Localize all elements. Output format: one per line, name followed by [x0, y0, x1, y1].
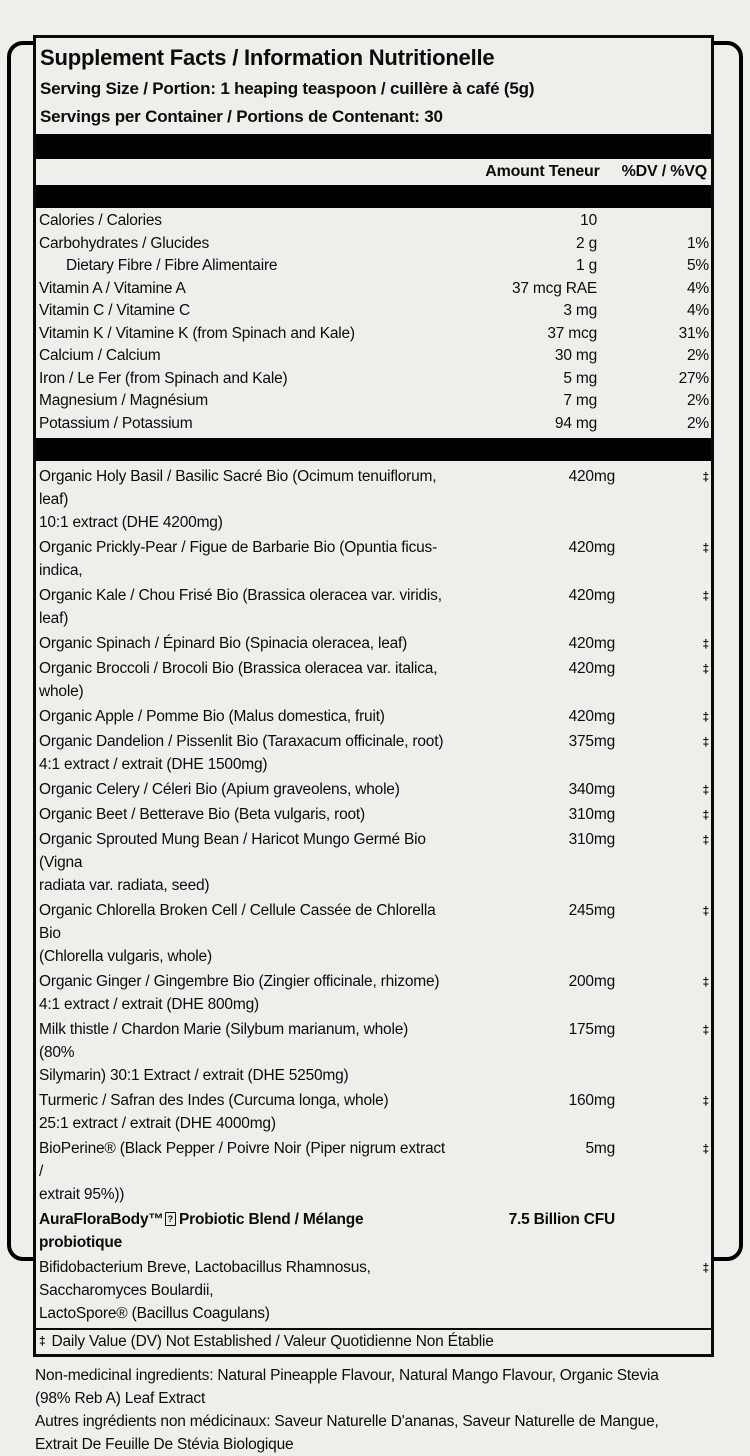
ingredient-row [36, 704, 711, 729]
nutrient-row [36, 323, 711, 346]
ingredient-amount: 420mg [568, 539, 615, 556]
probiotic-strains-row [36, 1255, 711, 1326]
nutrient-row [36, 345, 711, 368]
probiotic-name-suffix: Probiotic Blend / Mélange probiotique [39, 1211, 364, 1251]
ingredient-row [36, 631, 711, 656]
nutrient-name: Calories / Calories [39, 212, 162, 229]
ingredient-name-line1: Organic Chlorella Broken Cell / Cellule Cassée de Chlorella Bio [39, 902, 436, 942]
ingredient-amount: 175mg [568, 1021, 615, 1038]
double-dagger-mark: ‡ [702, 808, 709, 822]
ingredient-amount: 245mg [568, 902, 615, 919]
ingredient-rows [36, 461, 711, 1328]
double-dagger-mark: ‡ [702, 904, 709, 918]
ingredient-name [39, 536, 447, 582]
double-dagger-mark: ‡ [702, 1023, 709, 1037]
ingredient-amount: 160mg [568, 1092, 615, 1109]
ingredient-amount: 310mg [568, 806, 615, 823]
non-medicinal-notes [35, 1364, 732, 1456]
nutrient-row [36, 233, 711, 256]
ingredient-name [39, 465, 447, 534]
ingredient-name-line1: Organic Ginger / Gingembre Bio (Zingier officinale, rhizome) [39, 973, 440, 990]
ingredient-amount: 420mg [568, 660, 615, 677]
ingredient-dv [615, 1089, 709, 1112]
nutrient-dv: 27% [678, 369, 709, 387]
nutrient-dv: 2% [686, 347, 709, 364]
ingredient-row [36, 1136, 711, 1207]
probiotic-strains [39, 1256, 447, 1325]
nutrient-row [36, 255, 711, 278]
ingredient-row [36, 535, 711, 583]
divider-bar-thick [36, 438, 711, 461]
double-dagger-mark: ‡ [702, 710, 709, 724]
ingredient-row [36, 656, 711, 704]
nutrient-name: Vitamin K / Vitamine K (from Spinach and Kale) [39, 324, 355, 342]
ingredient-amount: 200mg [568, 973, 615, 990]
ingredient-amount: 420mg [568, 635, 615, 652]
ingredient-name-line1: Turmeric / Safran des Indes (Curcuma longa, whole) [39, 1092, 389, 1109]
nutrient-row [36, 210, 711, 233]
servings-per-container-line: Servings per Container / Portions de Contenant: 30 [40, 107, 443, 126]
ingredient-name-line1: Organic Celery / Céleri Bio (Apium graveolens, whole) [39, 781, 400, 798]
nutrient-name: Potassium / Potassium [39, 414, 193, 432]
double-dagger-mark: ‡ [702, 833, 709, 847]
supplement-label-page [0, 35, 750, 1453]
double-dagger-mark: ‡ [702, 735, 709, 749]
nutrient-row [36, 413, 711, 436]
strains-line1: Bifidobacterium Breve, Lactobacillus Rhamnosus, Saccharomyces Boulardii, [39, 1259, 371, 1299]
nutrient-amount: 1 g [576, 257, 597, 274]
double-dagger-mark: ‡ [702, 662, 709, 676]
column-header-row [36, 159, 711, 185]
ingredient-amount: 420mg [568, 587, 615, 604]
serving-size-line: Serving Size / Portion: 1 heaping teaspoon / cuillère à café (5g) [40, 79, 535, 98]
ingredient-row [36, 777, 711, 802]
ingredient-name-line1: Organic Sprouted Mung Bean / Haricot Mungo Germé Bio (Vigna [39, 831, 426, 871]
nutrient-name: Vitamin C / Vitamine C [39, 302, 190, 319]
ingredient-dv [615, 828, 709, 851]
double-dagger-mark: ‡ [702, 1261, 709, 1275]
nutrient-name: Dietary Fibre / Fibre Alimentaire [66, 257, 278, 274]
non-medicinal-fr-line1: Autres ingrédients non médicinaux: Saveur Naturelle D'ananas, Saveur Naturelle de Mangue, [35, 1413, 659, 1430]
missing-glyph-box: ? [165, 1212, 176, 1226]
ingredient-name-line2: 25:1 extract / extrait (DHE 4000mg) [39, 1115, 276, 1132]
nutrient-name: Vitamin A / Vitamine A [39, 279, 186, 297]
nutrient-name: Carbohydrates / Glucides [39, 234, 210, 252]
probiotic-blend-name [39, 1208, 447, 1254]
nutrient-rows [36, 208, 711, 438]
ingredient-dv [615, 899, 709, 922]
nutrient-amount: 37 mcg RAE [511, 279, 597, 297]
ingredient-name-line1: Organic Prickly-Pear / Figue de Barbarie Bio (Opuntia ficus-indica, [39, 539, 438, 579]
ingredient-name [39, 899, 447, 968]
ingredient-name-line2: 4:1 extract / extrait (DHE 800mg) [39, 996, 259, 1013]
nutrient-name: Calcium / Calcium [39, 347, 161, 364]
nutrient-amount: 10 [580, 212, 597, 229]
nutrient-row [36, 300, 711, 323]
ingredient-name-line2: radiata var. radiata, seed) [39, 877, 210, 894]
ingredient-name [39, 632, 447, 655]
ingredient-dv [615, 705, 709, 728]
ingredient-row [36, 969, 711, 1017]
supplement-facts-panel [33, 35, 714, 1357]
divider-bar-thick [36, 185, 711, 208]
ingredient-amount: 420mg [568, 468, 615, 485]
ingredient-name-line1: BioPerine® (Black Pepper / Poivre Noir (Piper nigrum extract / [39, 1140, 446, 1180]
double-dagger-mark: ‡ [702, 783, 709, 797]
ingredient-dv [615, 1137, 709, 1160]
ingredient-dv [615, 803, 709, 826]
ingredient-dv [615, 632, 709, 655]
ingredient-amount: 5mg [585, 1140, 615, 1157]
probiotic-blend-row [36, 1207, 711, 1255]
ingredient-name-line1: Milk thistle / Chardon Marie (Silybum marianum, whole) (80% [39, 1021, 409, 1061]
panel-header [36, 38, 711, 134]
ingredient-name-line2: 4:1 extract / extrait (DHE 1500mg) [39, 756, 268, 773]
ingredient-name-line2: Silymarin) 30:1 Extract / extrait (DHE 5250mg) [39, 1067, 349, 1084]
nutrient-dv [597, 210, 709, 233]
divider-bar-thick [36, 134, 711, 159]
ingredient-row [36, 898, 711, 969]
footnote-text: Daily Value (DV) Not Established / Valeur Quotidienne Non Établie [51, 1333, 494, 1350]
nutrient-amount: 5 mg [563, 369, 597, 387]
probiotic-amount: 7.5 Billion CFU [508, 1211, 615, 1228]
non-medicinal-en-line1: Non-medicinal ingredients: Natural Pineapple Flavour, Natural Mango Flavour, Organic Stevia [35, 1367, 659, 1384]
ingredient-amount: 310mg [568, 831, 615, 848]
nutrient-dv: 5% [686, 257, 709, 274]
panel-title: Supplement Facts / Information Nutritionelle [40, 45, 495, 70]
nutrient-amount: 3 mg [563, 302, 597, 319]
ingredient-dv [615, 465, 709, 488]
ingredient-row [36, 729, 711, 777]
ingredient-name-line1: Organic Spinach / Épinard Bio (Spinacia oleracea, leaf) [39, 635, 408, 652]
ingredient-row [36, 802, 711, 827]
double-dagger-mark: ‡ [702, 541, 709, 555]
ingredient-dv [615, 584, 709, 607]
nutrient-amount: 37 mcg [547, 324, 597, 342]
ingredient-name [39, 1018, 447, 1087]
nutrient-name: Iron / Le Fer (from Spinach and Kale) [39, 369, 288, 387]
ingredient-dv [615, 778, 709, 801]
ingredient-name [39, 657, 447, 703]
ingredient-dv [615, 657, 709, 680]
ingredient-amount: 375mg [568, 733, 615, 750]
ingredient-name-line1: Organic Holy Basil / Basilic Sacré Bio (Ocimum tenuiflorum, leaf) [39, 468, 437, 508]
nutrient-amount: 30 mg [554, 347, 597, 364]
ingredient-row [36, 1017, 711, 1088]
ingredient-name-line2: extrait 95%)) [39, 1186, 125, 1203]
nutrient-dv: 4% [686, 302, 709, 319]
ingredient-dv [615, 536, 709, 559]
ingredient-row [36, 583, 711, 631]
strains-line2: LactoSpore® (Bacillus Coagulans) [39, 1305, 270, 1322]
non-medicinal-en-line2: (98% Reb A) Leaf Extract [35, 1390, 206, 1407]
nutrient-dv: 2% [686, 414, 709, 432]
double-dagger-mark: ‡ [702, 1094, 709, 1108]
nutrient-name: Magnesium / Magnésium [39, 392, 208, 409]
ingredient-row [36, 464, 711, 535]
nutrient-amount: 94 mg [554, 414, 597, 432]
ingredient-name-line1: Organic Beet / Betterave Bio (Beta vulgaris, root) [39, 806, 365, 823]
ingredient-name-line2: (Chlorella vulgaris, whole) [39, 948, 212, 965]
ingredient-amount: 420mg [568, 708, 615, 725]
nutrient-dv: 2% [686, 392, 709, 409]
dv-column-header: %DV / %VQ [621, 163, 707, 180]
ingredient-name-line1: Organic Apple / Pomme Bio (Malus domestica, fruit) [39, 708, 385, 725]
nutrient-dv: 4% [686, 279, 709, 297]
daily-value-footnote [36, 1328, 711, 1354]
ingredient-name-line1: Organic Broccoli / Brocoli Bio (Brassica oleracea var. italica, whole) [39, 660, 438, 700]
double-dagger-mark: ‡ [702, 1142, 709, 1156]
ingredient-row [36, 827, 711, 898]
ingredient-name [39, 584, 447, 630]
nutrient-row [36, 278, 711, 301]
ingredient-name [39, 1089, 447, 1135]
ingredient-name [39, 730, 447, 776]
ingredient-row [36, 1088, 711, 1136]
ingredient-name-line2: 10:1 extract (DHE 4200mg) [39, 514, 223, 531]
non-medicinal-fr-line2: Extrait De Feuille De Stévia Biologique [35, 1436, 294, 1453]
ingredient-name-line1: Organic Kale / Chou Frisé Bio (Brassica oleracea var. viridis, leaf) [39, 587, 442, 627]
ingredient-name [39, 803, 447, 826]
double-dagger-mark: ‡ [702, 975, 709, 989]
nutrient-dv: 1% [686, 234, 709, 252]
ingredient-name [39, 828, 447, 897]
ingredient-name [39, 705, 447, 728]
ingredient-amount: 340mg [568, 781, 615, 798]
ingredient-name [39, 1137, 447, 1206]
double-dagger-mark: ‡ [39, 1334, 46, 1348]
ingredient-dv [615, 730, 709, 753]
nutrient-dv: 31% [678, 324, 709, 342]
ingredient-dv [615, 970, 709, 993]
double-dagger-mark: ‡ [702, 470, 709, 484]
nutrient-amount: 7 mg [563, 392, 597, 409]
ingredient-name-line1: Organic Dandelion / Pissenlit Bio (Taraxacum officinale, root) [39, 733, 444, 750]
ingredient-name [39, 778, 447, 801]
ingredient-name [39, 970, 447, 1016]
strains-dv [615, 1256, 709, 1279]
amount-column-header: Amount Teneur [485, 163, 600, 180]
nutrient-amount: 2 g [576, 234, 597, 252]
double-dagger-mark: ‡ [702, 637, 709, 651]
ingredient-dv [615, 1018, 709, 1041]
probiotic-name-prefix: AuraFloraBody™ [39, 1211, 164, 1228]
nutrient-row [36, 368, 711, 391]
nutrient-row [36, 390, 711, 413]
double-dagger-mark: ‡ [702, 589, 709, 603]
